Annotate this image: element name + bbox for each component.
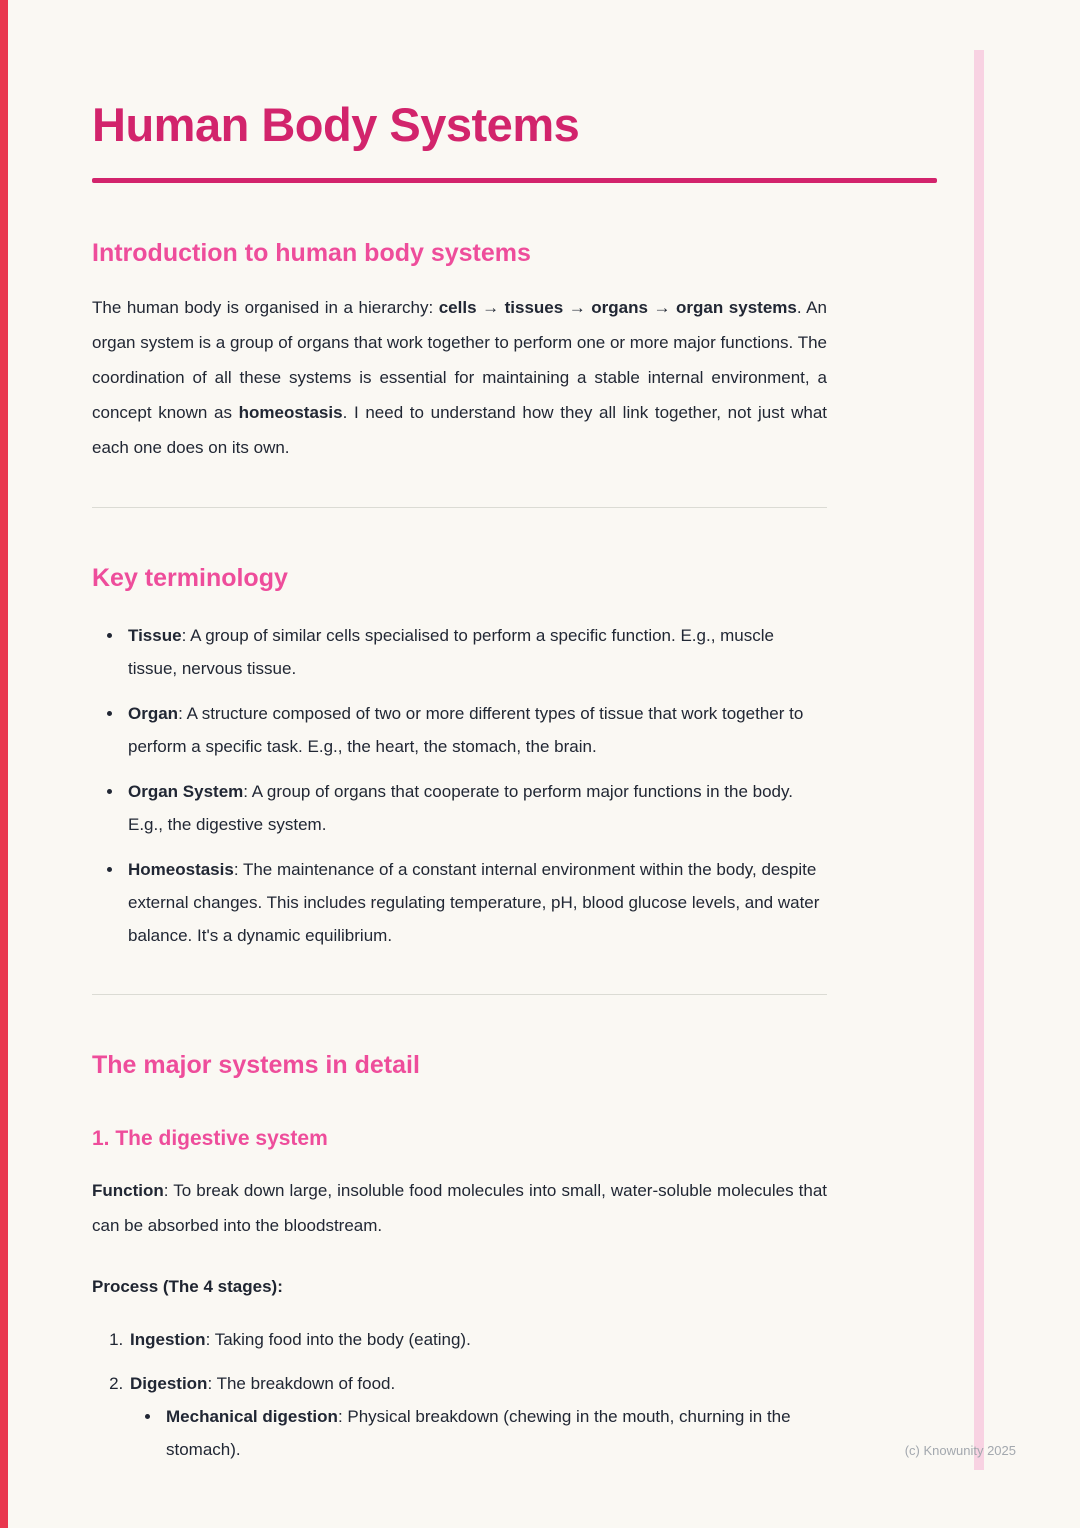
function-paragraph: Function: To break down large, insoluble food molecules into small, water-soluble molecules that can be absorbed into the bloodstream. [92,1181,827,1235]
list-item-digestion-text: Digestion: The breakdown of food. [130,1374,396,1393]
watermark-text: (c) Knowunity 2025 [904,1443,1016,1458]
list-item-ingestion: 1. Ingestion: Taking food into the body (eating). [128,1323,827,1356]
list-item-organ: • Organ: A structure composed of two or more different types of tissue that work together to perform a specific task. E.g., the heart, the stomach, the brain. [124,697,827,763]
digestion-sub-list [130,1400,827,1466]
process-stages-label: Process (The 4 stages): [92,1277,283,1296]
section-divider [92,507,827,508]
section-divider [92,994,827,995]
list-item-tissue: • Tissue: A group of similar cells specialised to perform a specific function. E.g., muscle tissue, nervous tissue. [124,619,827,685]
section-heading-major-systems: The major systems in detail [92,1051,420,1079]
list-item-homeostasis: • Homeostasis: The maintenance of a constant internal environment within the body, despite external changes. This includes regulating temperature, pH, blood glucose levels, and water balance. It's a dynamic equilibrium. [124,853,827,952]
list-item-mechanical-digestion: • Mechanical digestion: Physical breakdown (chewing in the mouth, churning in the stomach). [162,1400,827,1466]
terminology-list [92,619,827,952]
intro-paragraph: The human body is organised in a hierarchy: cells → tissues → organs → organ systems. An organ system is a group of organs that work together to perform one or more major functions. The coordination of all these systems is essential for maintaining a stable internal environment, a concept known as homeostasis. I need to understand how they all link together, not just what each one does on its own. [92,298,827,457]
subsection-heading-digestive: 1. The digestive system [92,1127,328,1150]
document-page [92,0,937,1477]
list-item-organ-system: • Organ System: A group of organs that cooperate to perform major functions in the body. E.g., the digestive system. [124,775,827,841]
left-edge-strip [0,0,8,1528]
right-margin-strip [974,50,984,1470]
process-steps-list [92,1323,827,1466]
list-item-digestion [128,1367,827,1466]
page-title: Human Body Systems [92,98,580,151]
section-heading-terminology: Key terminology [92,564,288,592]
title-underline-rule [92,178,937,183]
section-heading-introduction: Introduction to human body systems [92,239,531,267]
